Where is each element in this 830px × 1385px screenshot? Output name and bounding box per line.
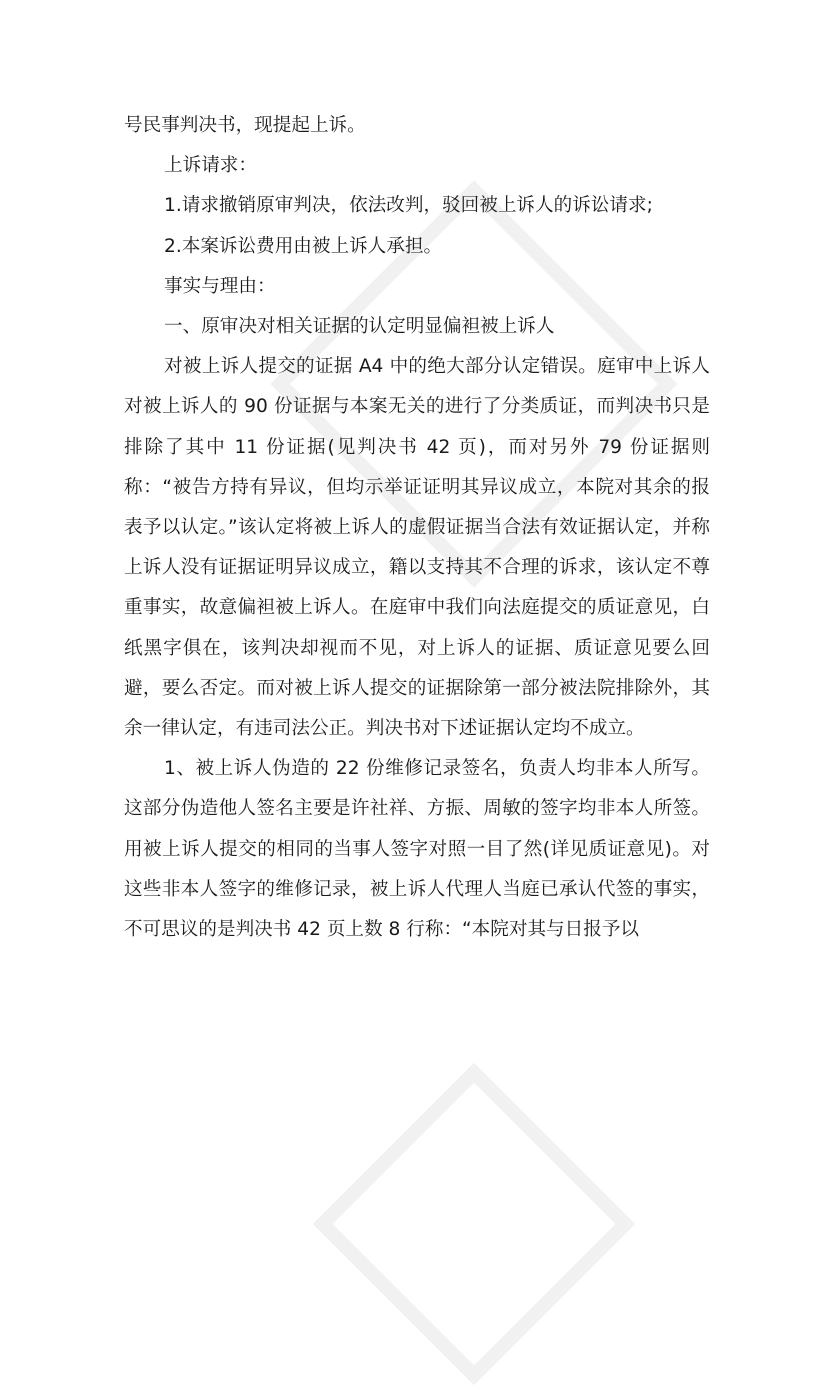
heading-appeal-requests: 上诉请求： (164, 155, 257, 177)
section-heading-1: 一、原审决对相关证据的认定明显偏袒被上诉人 (164, 316, 555, 338)
paragraph-case-reference: 号民事判决书，现提起上诉。 (124, 115, 366, 136)
paragraph-forged-signatures: 1、被上诉人伪造的 22 份维修记录签名，负责人均非本人所写。这部分伪造他人签名主要是许社祥、方振、周敏的签字均非本人所签。用被上诉人提交的相同的当事人签字对照一目了然(详见质证意见)。对这些非本人签字的维修记录，被上诉人代理人当庭已承认代签的事实，不可思议的是判决书 42 页上数 8 行称：“本院对其与日报予以 (124, 758, 710, 941)
appeal-request-2: 2.本案诉讼费用由被上诉人承担。 (164, 235, 443, 257)
heading-facts-and-reasons: 事实与理由： (164, 275, 276, 297)
watermark-diamond (313, 1063, 635, 1385)
paragraph-evidence-a4: 对被上诉人提交的证据 A4 中的绝大部分认定错误。庭审中上诉人对被上诉人的 90 份证据与本案无关的进行了分类质证，而判决书只是排除了其中 11 份证据(见判决书 42 页)，而对另外 79 份证据则称：“被告方持有异议，但均示举证证明其异议成立，本院对其余的报表予以认定。”该认定将被上诉人的虚假证据当合法有效证据认定，并称上诉人没有证据证明异议成立，籍以支持其不合理的诉求，该认定不尊重事实，故意偏袒被上诉人。在庭审中我们向法庭提交的质证意见，白纸黑字俱在，该判决却视而不见，对上诉人的证据、质证意见要么回避，要么否定。而对被上诉人提交的证据除第一部分被法院排除外，其余一律认定，有违司法公正。判决书对下述证据认定均不成立。 (124, 356, 710, 740)
document-body (124, 106, 710, 950)
appeal-request-1: 1.请求撤销原审判决，依法改判，驳回被上诉人的诉讼请求; (164, 195, 653, 217)
